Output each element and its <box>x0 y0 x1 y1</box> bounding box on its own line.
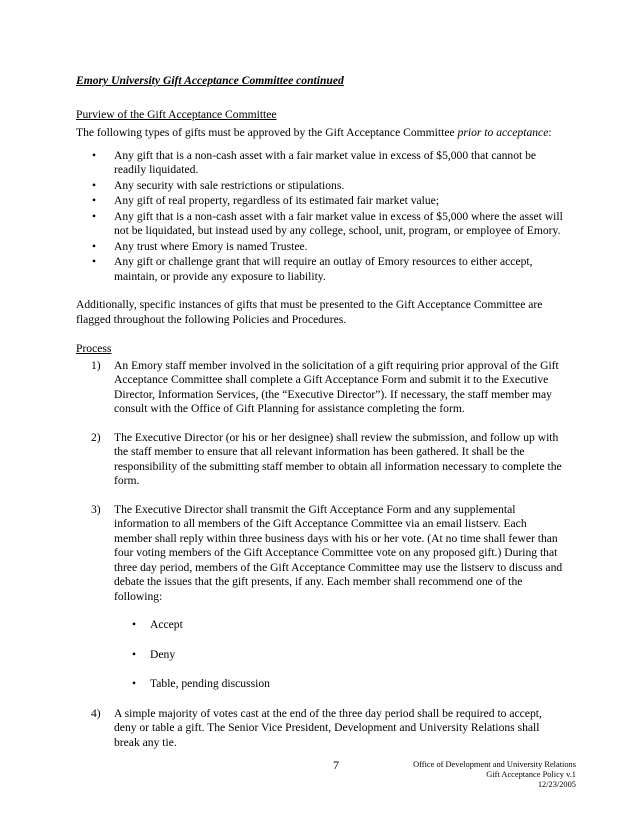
footer-info <box>413 760 576 790</box>
list-item <box>92 239 566 255</box>
list-item <box>92 148 566 178</box>
purview-intro-end: : <box>548 126 552 139</box>
list-item-text: Any gift of real property, regardless of its estimated fair market value; <box>114 194 440 207</box>
process-step <box>91 502 566 692</box>
purview-section-title: Purview of the Gift Acceptance Committee <box>76 107 277 121</box>
footer-policy-version: Gift Acceptance Policy v.1 <box>486 770 576 779</box>
vote-options-list <box>114 618 566 692</box>
bullet-icon: • <box>92 255 97 268</box>
step-text: An Emory staff member involved in the solicitation of a gift requiring prior approval of the Gift Acceptance Committee shall complete a Gift Acceptance Form and submit it to the Executive Director, Information Services, (the “Executive Director”). If necessary, the staff member may consult with the Office of Gift Planning for assistance completing the form. <box>114 358 559 415</box>
list-item <box>92 178 566 194</box>
bullet-icon: • <box>92 148 97 162</box>
list-item <box>92 255 566 284</box>
bullet-icon: • <box>92 178 97 192</box>
list-item-text: Any gift that is a non-cash asset with a fair market value in excess of $5,000 where the asset will not be liquidated, but instead used by any college, school, unit, program, or employee of Emory. <box>114 209 563 237</box>
bullet-icon: • <box>92 239 97 253</box>
vote-option <box>132 618 566 633</box>
process-step <box>91 430 566 489</box>
bullet-icon: • <box>92 194 97 207</box>
step-text: A simple majority of votes cast at the end of the three day period shall be required to accept, deny or table a gift. The Senior Vice President, Development and University Relations shall break any tie. <box>114 706 542 749</box>
list-item-text: Any security with sale restrictions or stipulations. <box>114 178 345 192</box>
list-item <box>92 194 566 209</box>
step-text: The Executive Director (or his or her designee) shall review the submission, and follow up with the staff member to ensure that all relevant information has been gathered. It shall be the responsibility of the submitting staff member to obtain all information necessary to complete the form. <box>114 430 562 487</box>
process-section-title: Process <box>76 342 112 355</box>
vote-option-label: Table, pending discussion <box>150 677 270 690</box>
footer-office: Office of Development and University Relations <box>413 760 576 769</box>
vote-option <box>132 647 566 663</box>
list-item-text: Any trust where Emory is named Trustee. <box>114 239 308 253</box>
purview-intro-text: The following types of gifts must be approved by the Gift Acceptance Committee <box>76 126 458 139</box>
process-step <box>91 358 566 417</box>
purview-bullet-list <box>76 149 566 285</box>
list-item-text: Any gift or challenge grant that will require an outlay of Emory resources to either accept, maintain, or provide any exposure to liability. <box>114 255 533 283</box>
process-step <box>91 706 566 751</box>
bullet-icon: • <box>132 677 137 690</box>
step-text: The Executive Director shall transmit the Gift Acceptance Form and any supplemental information to all members of the Gift Acceptance Committee via an email listserv. Each member shall reply within three business days with his or her vote. (At no time shall fewer than four voting members of the Gift Acceptance Committee vote on any proposed gift.) During that three day period, members of the Gift Acceptance Committee may use the listserv to discuss and debate the issues that the gift presents, if any. Each member shall recommend one of the following: <box>114 502 563 603</box>
bullet-icon: • <box>132 647 137 661</box>
vote-option-label: Accept <box>150 618 183 631</box>
vote-option-label: Deny <box>150 647 176 661</box>
bullet-icon: • <box>132 618 137 631</box>
purview-intro <box>76 126 566 141</box>
list-item <box>92 209 566 239</box>
step-number: 1) <box>91 358 101 372</box>
document-page <box>76 74 566 764</box>
list-item-text: Any gift that is a non-cash asset with a fair market value in excess of $5,000 that cannot be readily liquidated. <box>114 148 537 176</box>
step-number: 2) <box>91 430 101 444</box>
footer-date: 12/23/2005 <box>537 780 576 789</box>
step-number: 4) <box>91 706 101 720</box>
document-heading: Emory University Gift Acceptance Committee continued <box>76 74 344 87</box>
purview-intro-emphasis: prior to acceptance <box>457 126 549 139</box>
process-step-list <box>76 359 566 751</box>
vote-option <box>132 677 566 692</box>
step-number: 3) <box>91 502 101 516</box>
purview-additional-note: Additionally, specific instances of gifts that must be presented to the Gift Acceptance Committee are flagged throughout the following Policies and Procedures. <box>76 298 543 326</box>
bullet-icon: • <box>92 209 97 223</box>
page-number: 7 <box>333 758 339 772</box>
